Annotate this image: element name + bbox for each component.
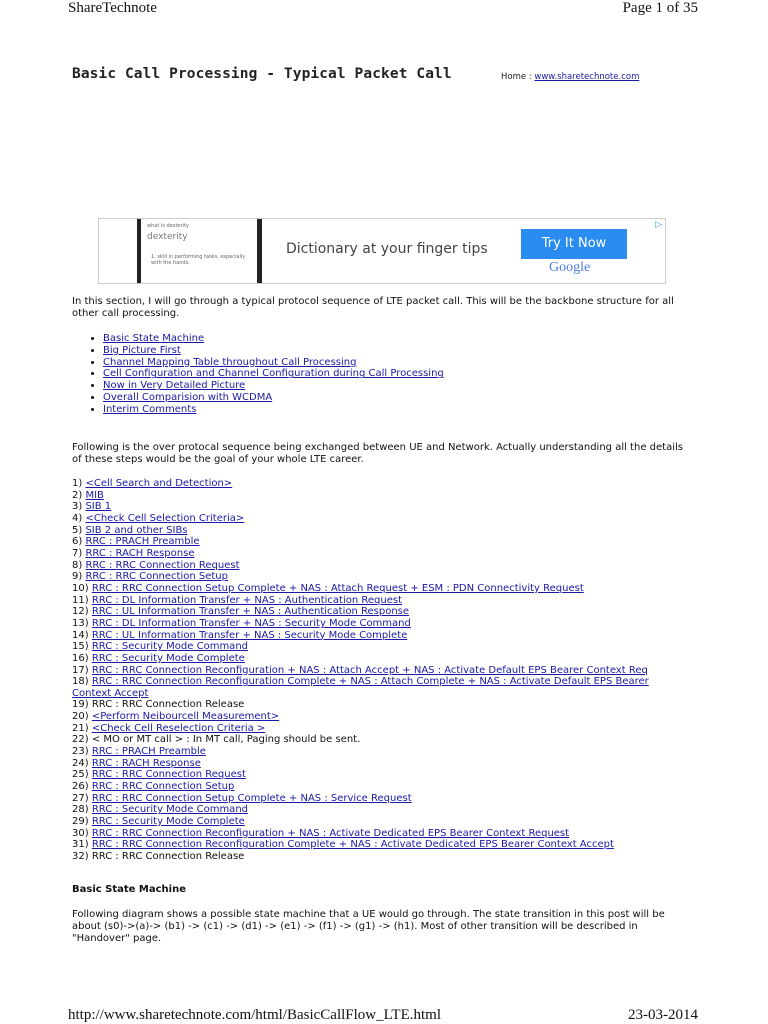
step-item (72, 723, 682, 735)
step-number: 12) (72, 606, 89, 618)
step-item (72, 536, 682, 548)
step-item (72, 606, 682, 618)
step-item (72, 525, 682, 537)
step-item (72, 665, 682, 677)
step-link[interactable]: RRC : DL Information Transfer + NAS : Security Mode Command (91, 617, 411, 629)
step-number: 15) (72, 641, 89, 653)
step-item (72, 828, 682, 840)
step-item (72, 746, 682, 758)
step-number: 31) (72, 839, 89, 851)
step-link[interactable]: RRC : RRC Connection Request (85, 559, 240, 571)
step-link[interactable]: RRC : UL Information Transfer + NAS : Authentication Response (91, 606, 410, 618)
step-number: 2) (72, 489, 83, 501)
step-number: 7) (72, 547, 83, 559)
step-number: 10) (72, 582, 89, 594)
step-item (72, 501, 682, 513)
step-link[interactable]: RRC : RRC Connection Reconfiguration + NAS : Activate Dedicated EPS Bearer Context Request (91, 827, 570, 839)
step-link[interactable]: RRC : RRC Connection Reconfiguration Complete + NAS : Activate Dedicated EPS Bearer Context Accept (91, 839, 614, 851)
ad-search-text: what is dexterity (147, 223, 189, 229)
sequence-intro-paragraph: Following is the over protocal sequence being exchanged between UE and Network. Actually understanding all the details of these steps would be the goal of your whole LTE career. (72, 442, 683, 465)
ad-headline: Dictionary at your finger tips (286, 241, 488, 257)
toc-link[interactable]: Interim Comments (103, 403, 197, 415)
step-number: 20) (72, 711, 89, 723)
step-link[interactable]: RRC : RRC Connection Reconfiguration + NAS : Attach Accept + NAS : Activate Default EPS Bearer Context Req (91, 664, 648, 676)
footer-date: 23-03-2014 (628, 1007, 698, 1023)
step-item (72, 630, 682, 642)
step-number: 1) (72, 478, 83, 489)
google-logo: Google (549, 260, 591, 275)
step-link[interactable]: RRC : Security Mode Command (91, 804, 248, 816)
step-link[interactable]: <Check Cell Reselection Criteria > (91, 722, 266, 734)
step-number: 11) (72, 594, 89, 606)
step-number: 16) (72, 652, 89, 664)
toc-item (103, 368, 444, 380)
section-heading: Basic State Machine (72, 884, 187, 895)
protocol-steps-list (72, 478, 682, 863)
section-body: Following diagram shows a possible state machine that a UE would go through. The state transition in this post will be about (s0)->(a)-> (b1) -> (c1) -> (d1) -> (e1) -> (f1) -> (g1) -> (h1). Most of other transition will be described in "Handover" page. (72, 909, 665, 944)
home-link-line (501, 72, 639, 82)
toc-item (103, 380, 444, 392)
step-link[interactable]: <Cell Search and Detection> (85, 478, 233, 489)
step-number: 26) (72, 781, 89, 793)
step-link[interactable]: MIB (85, 489, 104, 501)
toc-link[interactable]: Channel Mapping Table throughout Call Processing (103, 356, 357, 368)
step-link[interactable]: RRC : RRC Connection Setup Complete + NAS : Attach Request + ESM : PDN Connectivity Request (91, 582, 584, 594)
step-link[interactable]: RRC : Security Mode Complete (91, 652, 245, 664)
step-item (72, 711, 682, 723)
step-link[interactable]: RRC : RACH Response (91, 757, 201, 769)
step-number: 25) (72, 769, 89, 781)
step-item (72, 583, 682, 595)
intro-paragraph: In this section, I will go through a typical protocol sequence of LTE packet call. This will be the backbone structure for all other call processing. (72, 296, 674, 319)
step-item (72, 560, 682, 572)
step-number: 5) (72, 524, 83, 536)
step-item (72, 595, 682, 607)
step-link[interactable]: RRC : RACH Response (85, 547, 195, 559)
toc-item (103, 392, 444, 404)
step-link[interactable]: RRC : PRACH Preamble (91, 746, 206, 758)
step-link[interactable]: RRC : Security Mode Complete (91, 816, 245, 828)
ad-definition: 1. skill in performing tasks, especially with the hands. (151, 254, 246, 266)
step-number: 14) (72, 629, 89, 641)
toc-link[interactable]: Overall Comparision with WCDMA (103, 391, 273, 403)
step-number: 18) (72, 676, 89, 688)
step-link[interactable]: <Check Cell Selection Criteria> (85, 512, 245, 524)
toc-item (103, 404, 444, 416)
try-it-now-button[interactable]: Try It Now (521, 229, 627, 259)
step-text: RRC : RRC Connection Release (91, 699, 245, 711)
step-item (72, 851, 682, 863)
toc-link[interactable]: Now in Very Detailed Picture (103, 380, 246, 392)
step-link[interactable]: RRC : Security Mode Command (91, 641, 248, 653)
step-item (72, 653, 682, 665)
step-link[interactable]: RRC : RRC Connection Request (91, 769, 246, 781)
step-link[interactable]: RRC : RRC Connection Setup (85, 571, 228, 583)
step-item (72, 804, 682, 816)
step-item (72, 781, 682, 793)
step-link[interactable]: RRC : RRC Connection Setup (91, 781, 235, 793)
step-item (72, 478, 682, 490)
step-number: 6) (72, 536, 83, 548)
step-item (72, 769, 682, 781)
header-page-number: Page 1 of 35 (622, 0, 698, 16)
step-text: RRC : RRC Connection Release (91, 851, 245, 862)
step-item (72, 758, 682, 770)
step-link[interactable]: SIB 1 (85, 501, 112, 513)
step-item (72, 699, 682, 711)
header-site-name: ShareTechnote (68, 0, 157, 16)
step-number: 29) (72, 816, 89, 828)
step-number: 9) (72, 571, 83, 583)
step-number: 27) (72, 792, 89, 804)
step-item (72, 676, 682, 699)
toc-link[interactable]: Big Picture First (103, 344, 181, 356)
table-of-contents (72, 333, 444, 416)
ad-phone-image (137, 219, 262, 283)
step-link[interactable]: SIB 2 and other SIBs (85, 524, 188, 536)
step-item (72, 618, 682, 630)
step-number: 3) (72, 501, 83, 513)
toc-item (103, 333, 444, 345)
step-link[interactable]: RRC : RRC Connection Setup Complete + NAS : Service Request (91, 792, 412, 804)
step-item (72, 839, 682, 851)
step-text: < MO or MT call > : In MT call, Paging should be sent. (91, 734, 361, 746)
toc-item (103, 357, 444, 369)
step-item (72, 816, 682, 828)
step-item (72, 513, 682, 525)
page-title: Basic Call Processing - Typical Packet Call (72, 66, 452, 82)
step-number: 23) (72, 746, 89, 758)
step-number: 4) (72, 512, 83, 524)
toc-link[interactable]: Basic State Machine (103, 333, 205, 344)
step-item (72, 548, 682, 560)
step-number: 22) (72, 734, 89, 746)
step-item (72, 490, 682, 502)
step-number: 24) (72, 757, 89, 769)
toc-link[interactable]: Cell Configuration and Channel Configuration during Call Processing (103, 368, 444, 380)
step-number: 32) (72, 851, 89, 862)
step-number: 30) (72, 827, 89, 839)
adchoices-icon[interactable]: ▷ (655, 220, 662, 230)
step-item (72, 793, 682, 805)
footer-url: http://www.sharetechnote.com/html/BasicCallFlow_LTE.html (68, 1007, 442, 1023)
step-number: 17) (72, 664, 89, 676)
step-number: 8) (72, 559, 83, 571)
step-number: 21) (72, 722, 89, 734)
step-number: 13) (72, 617, 89, 629)
step-item (72, 641, 682, 653)
home-label: Home : (501, 72, 535, 82)
step-link[interactable]: RRC : UL Information Transfer + NAS : Security Mode Complete (91, 629, 408, 641)
step-link[interactable]: RRC : DL Information Transfer + NAS : Authentication Request (91, 594, 402, 606)
step-link[interactable]: RRC : RRC Connection Reconfiguration Complete + NAS : Attach Complete + NAS : Activate Default EPS Bearer Context Accept (72, 676, 649, 699)
step-number: 19) (72, 699, 89, 711)
advertisement-banner[interactable] (98, 218, 666, 284)
ad-word: dexterity (147, 232, 188, 242)
step-link[interactable]: RRC : PRACH Preamble (85, 536, 200, 548)
step-link[interactable]: <Perform Neibourcell Measurement> (91, 711, 280, 723)
step-number: 28) (72, 804, 89, 816)
toc-item (103, 345, 444, 357)
step-item (72, 571, 682, 583)
home-link[interactable]: www.sharetechnote.com (534, 72, 640, 82)
step-item (72, 734, 682, 746)
